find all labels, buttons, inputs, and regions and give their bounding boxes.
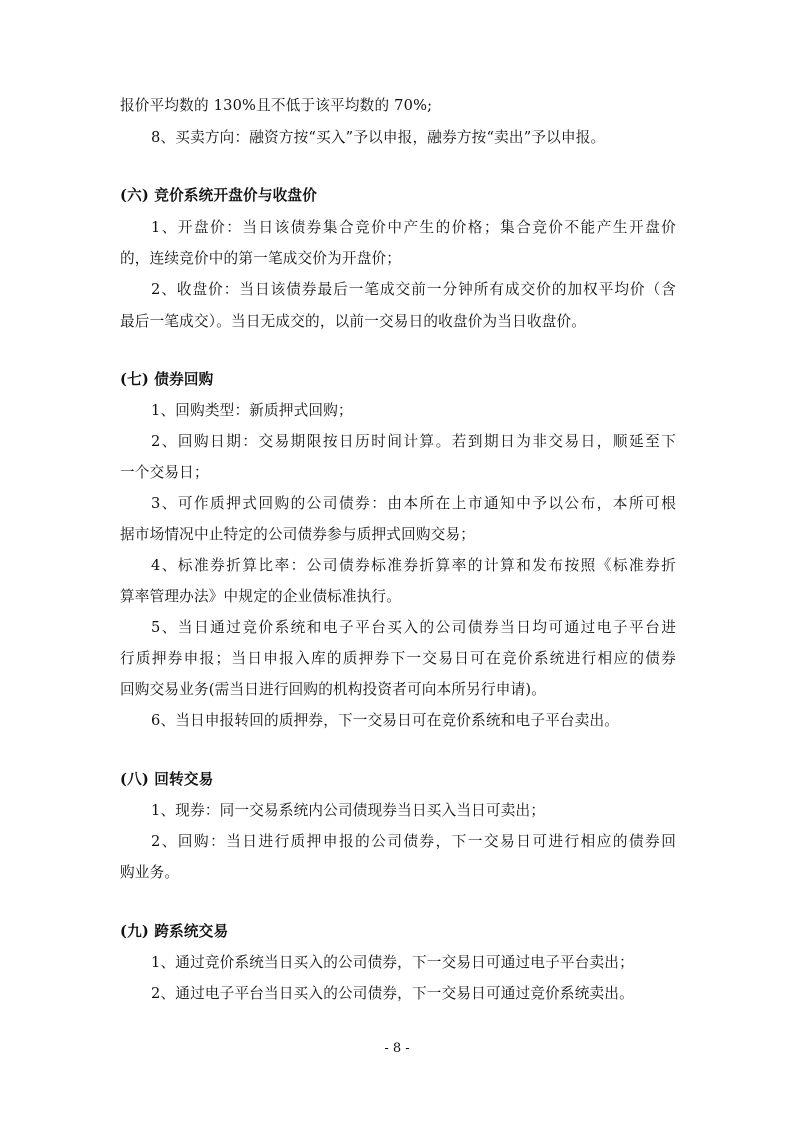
- section-heading: (六) 竞价系统开盘价与收盘价: [120, 187, 318, 204]
- text-line: 1、通过竞价系统当日买入的公司债券，下一交易日可通过电子平台卖出；: [151, 954, 634, 971]
- text-line: 4、标准券折算比率：公司债券标准券折算率的计算和发布按照《标准券折: [151, 557, 676, 574]
- text-line: 1、现券：同一交易系统内公司债现券当日买入当日可卖出；: [151, 802, 546, 819]
- text-line: 最后一笔成交）。当日无成交的，以前一交易日的收盘价为当日收盘价。: [120, 313, 587, 330]
- text-line: 6、当日申报转回的质押券，下一交易日可在竞价系统和电子平台卖出。: [151, 712, 620, 729]
- text-line: 1、回购类型：新质押式回购；: [151, 402, 353, 419]
- text-line: 算率管理办法》中规定的企业债标准执行。: [120, 588, 402, 605]
- text-line: 行质押券申报；当日申报入库的质押券下一交易日可在竞价系统进行相应的债券: [120, 650, 676, 667]
- text-line: 8、买卖方向：融资方按“买入”予以申报，融券方按“卖出”予以申报。: [151, 129, 606, 146]
- text-line: 的，连续竞价中的第一笔成交价为开盘价；: [120, 250, 402, 267]
- page-number: - 8 -: [384, 1041, 410, 1056]
- section-heading: (九) 跨系统交易: [120, 923, 229, 940]
- text-line: 2、回购日期：交易期限按日历时间计算。若到期日为非交易日，顺延至下: [151, 433, 676, 450]
- text-line: 一个交易日；: [120, 464, 209, 481]
- text-line: 报价平均数的 130%且不低于该平均数的 70%;: [120, 97, 433, 114]
- section-heading: (七) 债券回购: [120, 371, 214, 388]
- text-line: 3、可作质押式回购的公司债券：由本所在上市通知中予以公布，本所可根: [151, 495, 676, 512]
- text-line: 5、当日通过竞价系统和电子平台买入的公司债券当日均可通过电子平台进: [151, 619, 676, 636]
- text-line: 2、收盘价：当日该债券最后一笔成交前一分钟所有成交价的加权平均价（含: [151, 281, 676, 298]
- text-line: 购业务。: [120, 864, 180, 881]
- text-line: 据市场情况中止特定的公司债券参与质押式回购交易；: [120, 526, 476, 543]
- text-line: 2、通过电子平台当日买入的公司债券，下一交易日可通过竞价系统卖出。: [151, 985, 634, 1002]
- text-line: 1、开盘价：当日该债券集合竞价中产生的价格；集合竞价不能产生开盘价: [151, 219, 676, 236]
- text-line: 回购交易业务(需当日进行回购的机构投资者可向本所另行申请)。: [120, 681, 547, 698]
- section-heading: (八) 回转交易: [120, 771, 214, 788]
- text-line: 2、回购：当日进行质押申报的公司债券，下一交易日可进行相应的债券回: [151, 833, 676, 850]
